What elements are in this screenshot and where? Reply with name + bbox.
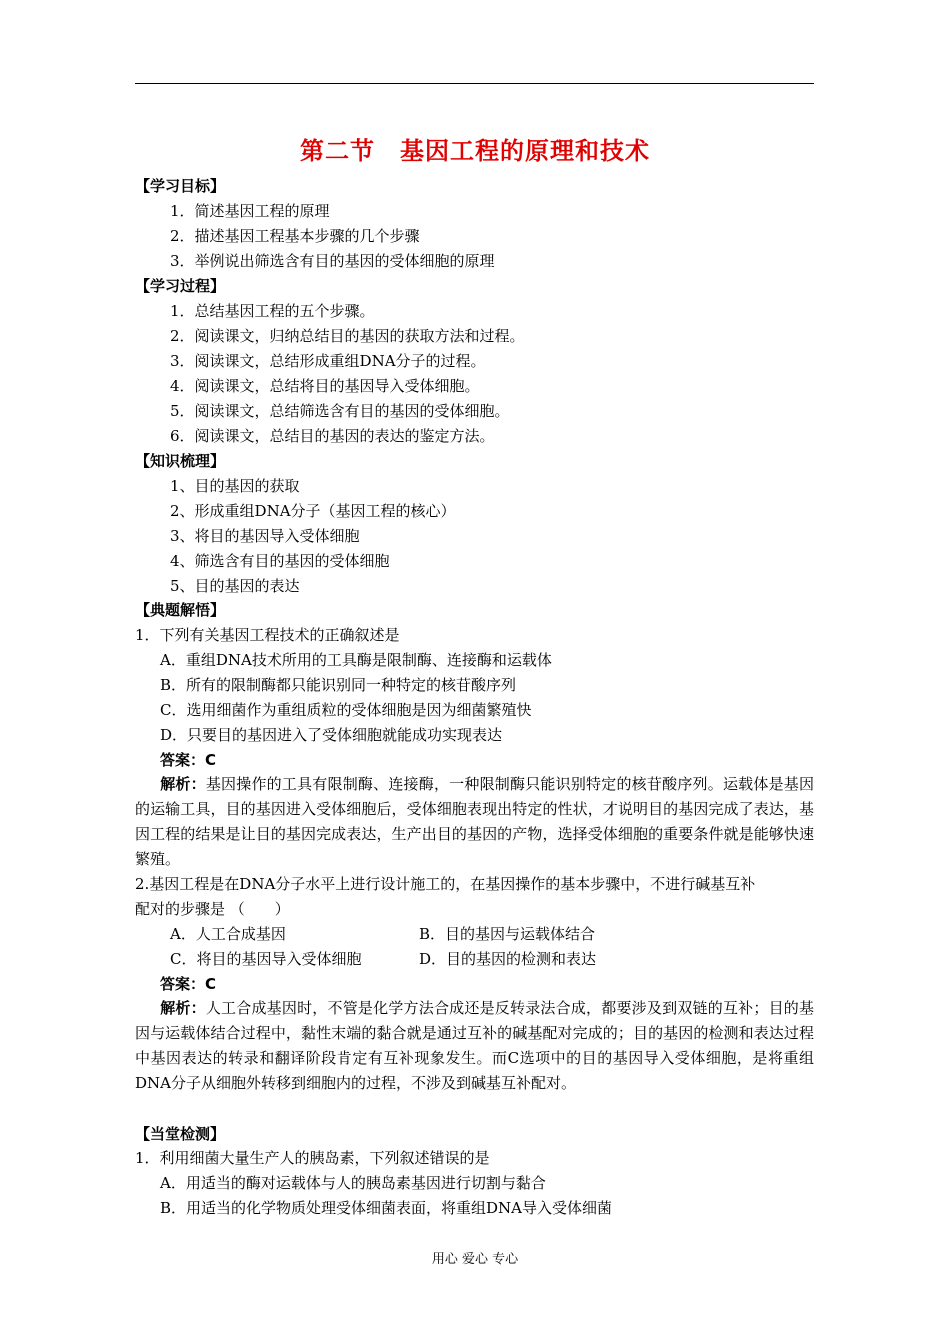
analysis-label: 解析： (160, 775, 206, 793)
question-option: A．人工合成基因 (170, 925, 286, 943)
process-item: 2．阅读课文，归纳总结目的基因的获取方法和过程。 (170, 327, 525, 345)
process-item: 5．阅读课文，总结筛选含有目的基因的受体细胞。 (170, 402, 510, 420)
question-option: A．用适当的酶对运载体与人的胰岛素基因进行切割与黏合 (160, 1174, 546, 1192)
question-option: B．用适当的化学物质处理受体细菌表面，将重组DNA导入受体细菌 (160, 1199, 613, 1217)
goal-item: 1．简述基因工程的原理 (170, 202, 330, 220)
analysis-paragraph (135, 996, 814, 1096)
check-question-1: 1．利用细菌大量生产人的胰岛素，下列叙述错误的是 (135, 1149, 490, 1167)
process-item: 3．阅读课文，总结形成重组DNA分子的过程。 (170, 352, 486, 370)
example-question-1: 1．下列有关基因工程技术的正确叙述是 (135, 626, 400, 644)
analysis-paragraph (135, 772, 814, 872)
question-option: B．目的基因与运载体结合 (419, 925, 596, 943)
answer-label: 答案：C (160, 975, 217, 993)
analysis-text: 人工合成基因时，不管是化学方法合成还是反转录法合成，都要涉及到双链的互补；目的基因与运载体结合过程中，黏性末端的黏合就是通过互补的碱基配对完成的；目的基因的检测和表达过程中基因表达的转录和翻译阶段肯定有互补现象发生。而C选项中的目的基因导入受体细胞，是将重组DNA分子从细胞外转移到细胞内的过程，不涉及到碱基互补配对。 (135, 999, 814, 1092)
question-option: C．选用细菌作为重组质粒的受体细胞是因为细菌繁殖快 (160, 701, 532, 719)
knowledge-item: 4、筛选含有目的基因的受体细胞 (170, 552, 390, 570)
knowledge-item: 3、将目的基因导入受体细胞 (170, 527, 360, 545)
process-item: 4．阅读课文，总结将目的基因导入受体细胞。 (170, 377, 480, 395)
example-question-2: 2.基因工程是在DNA分子水平上进行设计施工的，在基因操作的基本步骤中，不进行碱基互补 (135, 875, 756, 893)
knowledge-item: 1、目的基因的获取 (170, 477, 300, 495)
page-footer: 用心 爱心 专心 (431, 1252, 519, 1267)
question-option: A．重组DNA技术所用的工具酶是限制酶、连接酶和运载体 (160, 651, 552, 669)
analysis-label: 解析： (160, 999, 206, 1017)
goal-item: 3．举例说出筛选含有目的基因的受体细胞的原理 (170, 252, 495, 270)
answer-label: 答案：C (160, 751, 217, 769)
question-option: D．只要目的基因进入了受体细胞就能成功实现表达 (160, 726, 503, 744)
process-item: 1．总结基因工程的五个步骤。 (170, 302, 375, 320)
process-item: 6．阅读课文，总结目的基因的表达的鉴定方法。 (170, 427, 495, 445)
header-rule (135, 83, 814, 84)
page-title: 第二节 基因工程的原理和技术 (300, 137, 650, 165)
question-option: C．将目的基因导入受体细胞 (170, 950, 362, 968)
knowledge-item: 2、形成重组DNA分子（基因工程的核心） (170, 502, 456, 520)
section-heading-examples: 【典题解悟】 (135, 601, 226, 619)
analysis-text: 基因操作的工具有限制酶、连接酶，一种限制酶只能识别特定的核苷酸序列。运载体是基因的运输工具，目的基因进入受体细胞后，受体细胞表现出特定的性状，才说明目的基因完成了表达，基因工程的结果是让目的基因完成表达，生产出目的基因的产物，选择受体细胞的重要条件就是能够快速繁殖。 (135, 775, 814, 868)
example-question-2-cont: 配对的步骤是 （ ） (135, 900, 290, 918)
goal-item: 2．描述基因工程基本步骤的几个步骤 (170, 227, 420, 245)
question-option: B．所有的限制酶都只能识别同一种特定的核苷酸序列 (160, 676, 517, 694)
section-heading-check: 【当堂检测】 (135, 1125, 226, 1143)
section-heading-knowledge: 【知识梳理】 (135, 452, 226, 470)
question-option: D．目的基因的检测和表达 (419, 950, 597, 968)
section-heading-process: 【学习过程】 (135, 277, 226, 295)
section-heading-goals: 【学习目标】 (135, 177, 226, 195)
knowledge-item: 5、目的基因的表达 (170, 577, 300, 595)
